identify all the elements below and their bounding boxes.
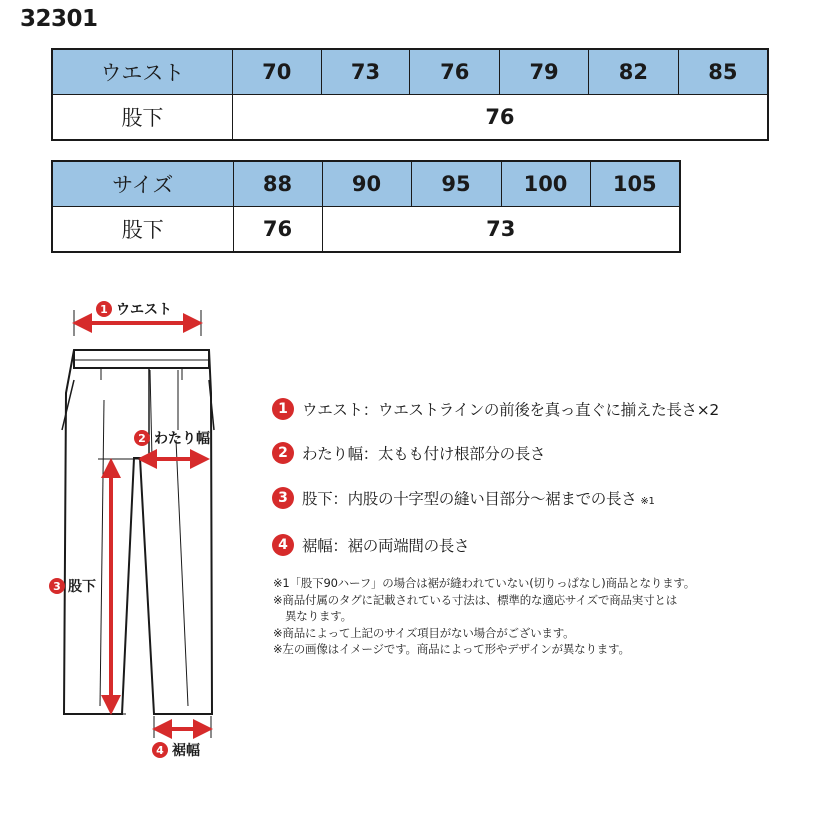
table-header-row — [52, 49, 768, 95]
table-header-row — [52, 161, 680, 207]
badge-number: 1 — [100, 303, 108, 316]
size-cell: 73 — [321, 49, 410, 95]
note-line: ※1「股下90ハーフ」の場合は裾が縫われていない(切りっぱなし)商品となります。 — [273, 576, 696, 590]
size-cell: 79 — [500, 49, 589, 95]
table-row — [52, 95, 768, 141]
row-label: 股下 — [52, 207, 233, 253]
note-line: ※商品によって上記のサイズ項目がない場合がございます。 — [273, 625, 575, 640]
legend-footnote-ref: ※1 — [640, 496, 655, 507]
legend-text: 裾幅：裾の両端間の長さ — [302, 537, 470, 555]
legend-item — [272, 440, 545, 466]
inseam-cell: 73 — [322, 207, 680, 253]
table-row — [52, 207, 680, 253]
inseam-label: 股下 — [68, 579, 96, 595]
legend-text: ウエスト：ウエストラインの前後を真っ直ぐに揃えた長さ×2 — [302, 401, 719, 419]
size-cell: 95 — [411, 161, 501, 207]
size-cell: 105 — [590, 161, 680, 207]
row-label: 股下 — [52, 95, 232, 141]
legend-item — [272, 396, 719, 422]
badge-1-icon: 1 — [272, 398, 294, 420]
note-line: 異なります。 — [285, 609, 352, 623]
hem-label: 裾幅 — [172, 743, 200, 759]
waist-size-table — [51, 48, 769, 141]
inseam-cell: 76 — [233, 207, 322, 253]
pants-diagram — [0, 280, 260, 780]
product-code: 32301 — [20, 6, 98, 32]
badge-3-icon: 3 — [272, 487, 294, 509]
header-label: ウエスト — [52, 49, 232, 95]
note-line: ※商品付属のタグに記載されている寸法は、標準的な適応サイズで商品実寸とは — [273, 592, 678, 607]
badge-4-icon: 4 — [272, 534, 294, 556]
waist-label: ウエスト — [116, 302, 172, 318]
legend-text — [302, 487, 655, 509]
note-line: ※左の画像はイメージです。商品によって形やデザインが異なります。 — [273, 642, 630, 656]
size-cell: 100 — [501, 161, 590, 207]
header-label: サイズ — [52, 161, 233, 207]
size-cell: 82 — [588, 49, 678, 95]
legend-item — [272, 532, 469, 558]
size-table — [51, 160, 681, 253]
size-cell: 85 — [678, 49, 768, 95]
pants-outline — [62, 350, 214, 714]
legend-text-main: 股下：内股の十字型の縫い目部分～裾までの長さ — [302, 490, 637, 508]
thigh-label: わたり幅 — [154, 431, 210, 447]
badge-number: 4 — [156, 744, 164, 757]
legend-item — [272, 485, 655, 511]
inseam-cell: 76 — [232, 95, 768, 141]
badge-2-icon: 2 — [272, 442, 294, 464]
size-cell: 90 — [322, 161, 411, 207]
size-cell: 88 — [233, 161, 322, 207]
size-cell: 76 — [410, 49, 500, 95]
badge-number: 3 — [53, 580, 61, 593]
size-cell: 70 — [232, 49, 321, 95]
notes — [273, 575, 793, 658]
badge-number: 2 — [138, 432, 146, 445]
legend-text: わたり幅：太もも付け根部分の長さ — [302, 445, 546, 463]
